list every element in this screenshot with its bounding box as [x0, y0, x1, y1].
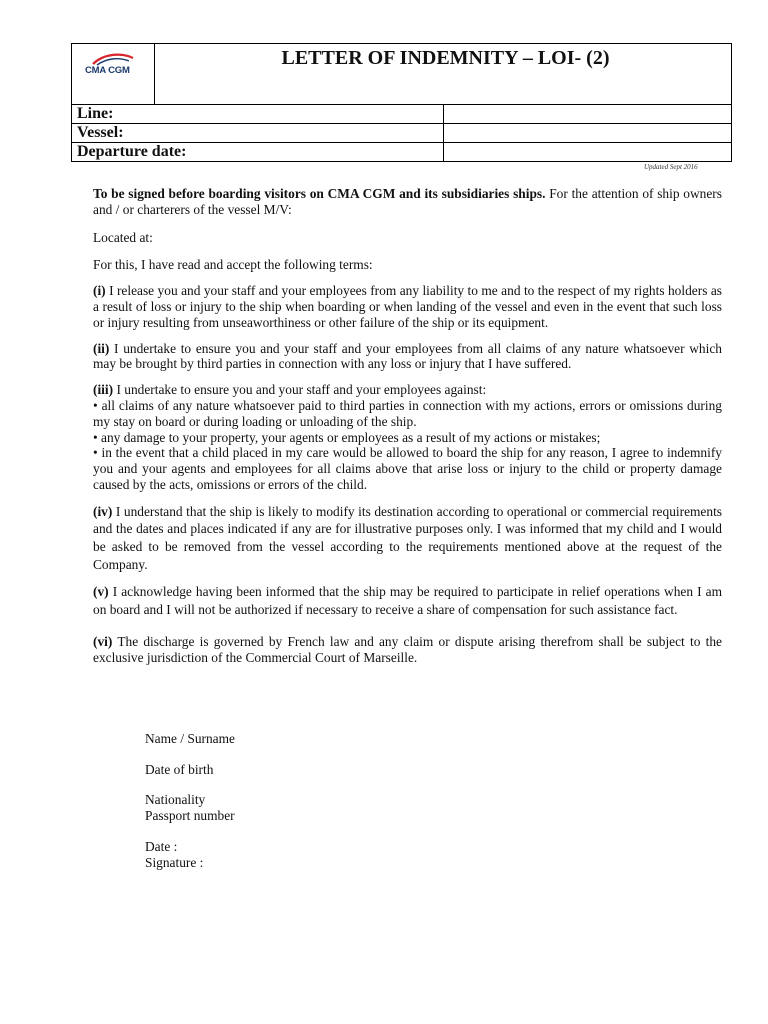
nationality-label: Nationality	[145, 792, 206, 807]
clause-i-num: (i)	[93, 283, 106, 299]
clause-v	[93, 583, 722, 618]
name-surname-label: Name / Surname	[145, 731, 235, 746]
logo-text: CMA CGM	[85, 65, 130, 76]
clause-iv	[93, 503, 722, 573]
date-label: Date :	[145, 839, 178, 854]
departure-date-value	[443, 143, 732, 162]
accept-terms: For this, I have read and accept the following terms:	[93, 257, 373, 273]
clause-iii-bullet: • all claims of any nature whatsoever paid to third parties in connection with my actions, errors or omissions during my stay on board or during loading or unloading of the ship.	[93, 397, 722, 429]
located-at: Located at:	[93, 229, 153, 245]
logo-swoosh-icon	[89, 52, 135, 66]
clause-i	[93, 283, 722, 330]
updated-note: Updated Sept 2016	[644, 163, 698, 171]
intro-rest: For the attention of ship owners and / or charterers of the vessel M/V:	[93, 186, 722, 217]
logo-cell	[72, 44, 155, 105]
clause-ii-num: (ii)	[93, 340, 110, 356]
date-of-birth-label: Date of birth	[145, 762, 214, 777]
passport-number-label: Passport number	[145, 808, 235, 823]
clause-i-text: I release you and your staff and your employees from any liability to me and to the respect of my rights holders as a result of loss or injury to the ship when boarding or when landing of the vessel and even in the event that such loss or injury resulting from unseaworthiness or other failure of the ship or its equipment.	[93, 283, 722, 330]
intro-paragraph	[93, 186, 722, 218]
clause-vi-text: The discharge is governed by French law and any claim or dispute arising therefrom shall be subject to the exclusive jurisdiction of the Commercial Court of Marseille.	[93, 634, 722, 666]
vessel-label: Vessel:	[72, 124, 444, 143]
clause-vi	[93, 634, 722, 666]
clause-ii	[93, 341, 722, 373]
intro-bold: To be signed before boarding visitors on CMA CGM and its subsidiaries ships.	[93, 186, 546, 201]
clause-iv-text: I understand that the ship is likely to modify its destination according to operational or commercial requirements and the dates and places indicated if any are for illustrative purposes only. I was informed that my child and I would be asked to be removed from the vessel according to the requirements mentioned above at the request of the Company.	[93, 503, 722, 572]
document-title: LETTER OF INDEMNITY – LOI- (2)	[155, 44, 732, 105]
clause-iii-bullet: • in the event that a child placed in my care would be allowed to board the ship for any reason, I agree to indemnify you and your agents and employees for all claims above that arise loss or injury to the child or property damage caused by the acts, omissions or errors of the child.	[93, 445, 722, 492]
cma-cgm-logo	[72, 44, 154, 104]
clause-vi-num: (vi)	[93, 634, 113, 650]
signature-label: Signature :	[145, 855, 204, 870]
clause-v-num: (v)	[93, 584, 109, 600]
header-table	[71, 43, 732, 162]
clause-iii-text: I undertake to ensure you and your staff and your employees against:	[113, 382, 487, 398]
document-body	[93, 186, 722, 666]
vessel-value	[443, 124, 732, 143]
line-value	[443, 105, 732, 124]
clause-v-text: I acknowledge having been informed that the ship may be required to participate in relief operations when I am on board and I will not be authorized if necessary to receive a share of compensation for such assistance fact.	[93, 584, 722, 617]
clause-iii	[93, 382, 722, 398]
departure-date-label: Departure date:	[72, 143, 444, 162]
clause-ii-text: I undertake to ensure you and your staff and your employees from all claims of any nature whatsoever which may be brought by third parties in connection with any loss or injury that I have suffered.	[93, 340, 722, 372]
clause-iii-bullet: • any damage to your property, your agents or employees as a result of my actions or mistakes;	[93, 429, 601, 445]
line-label: Line:	[72, 105, 444, 124]
clause-iv-num: (iv)	[93, 503, 113, 519]
clause-iii-num: (iii)	[93, 382, 114, 398]
